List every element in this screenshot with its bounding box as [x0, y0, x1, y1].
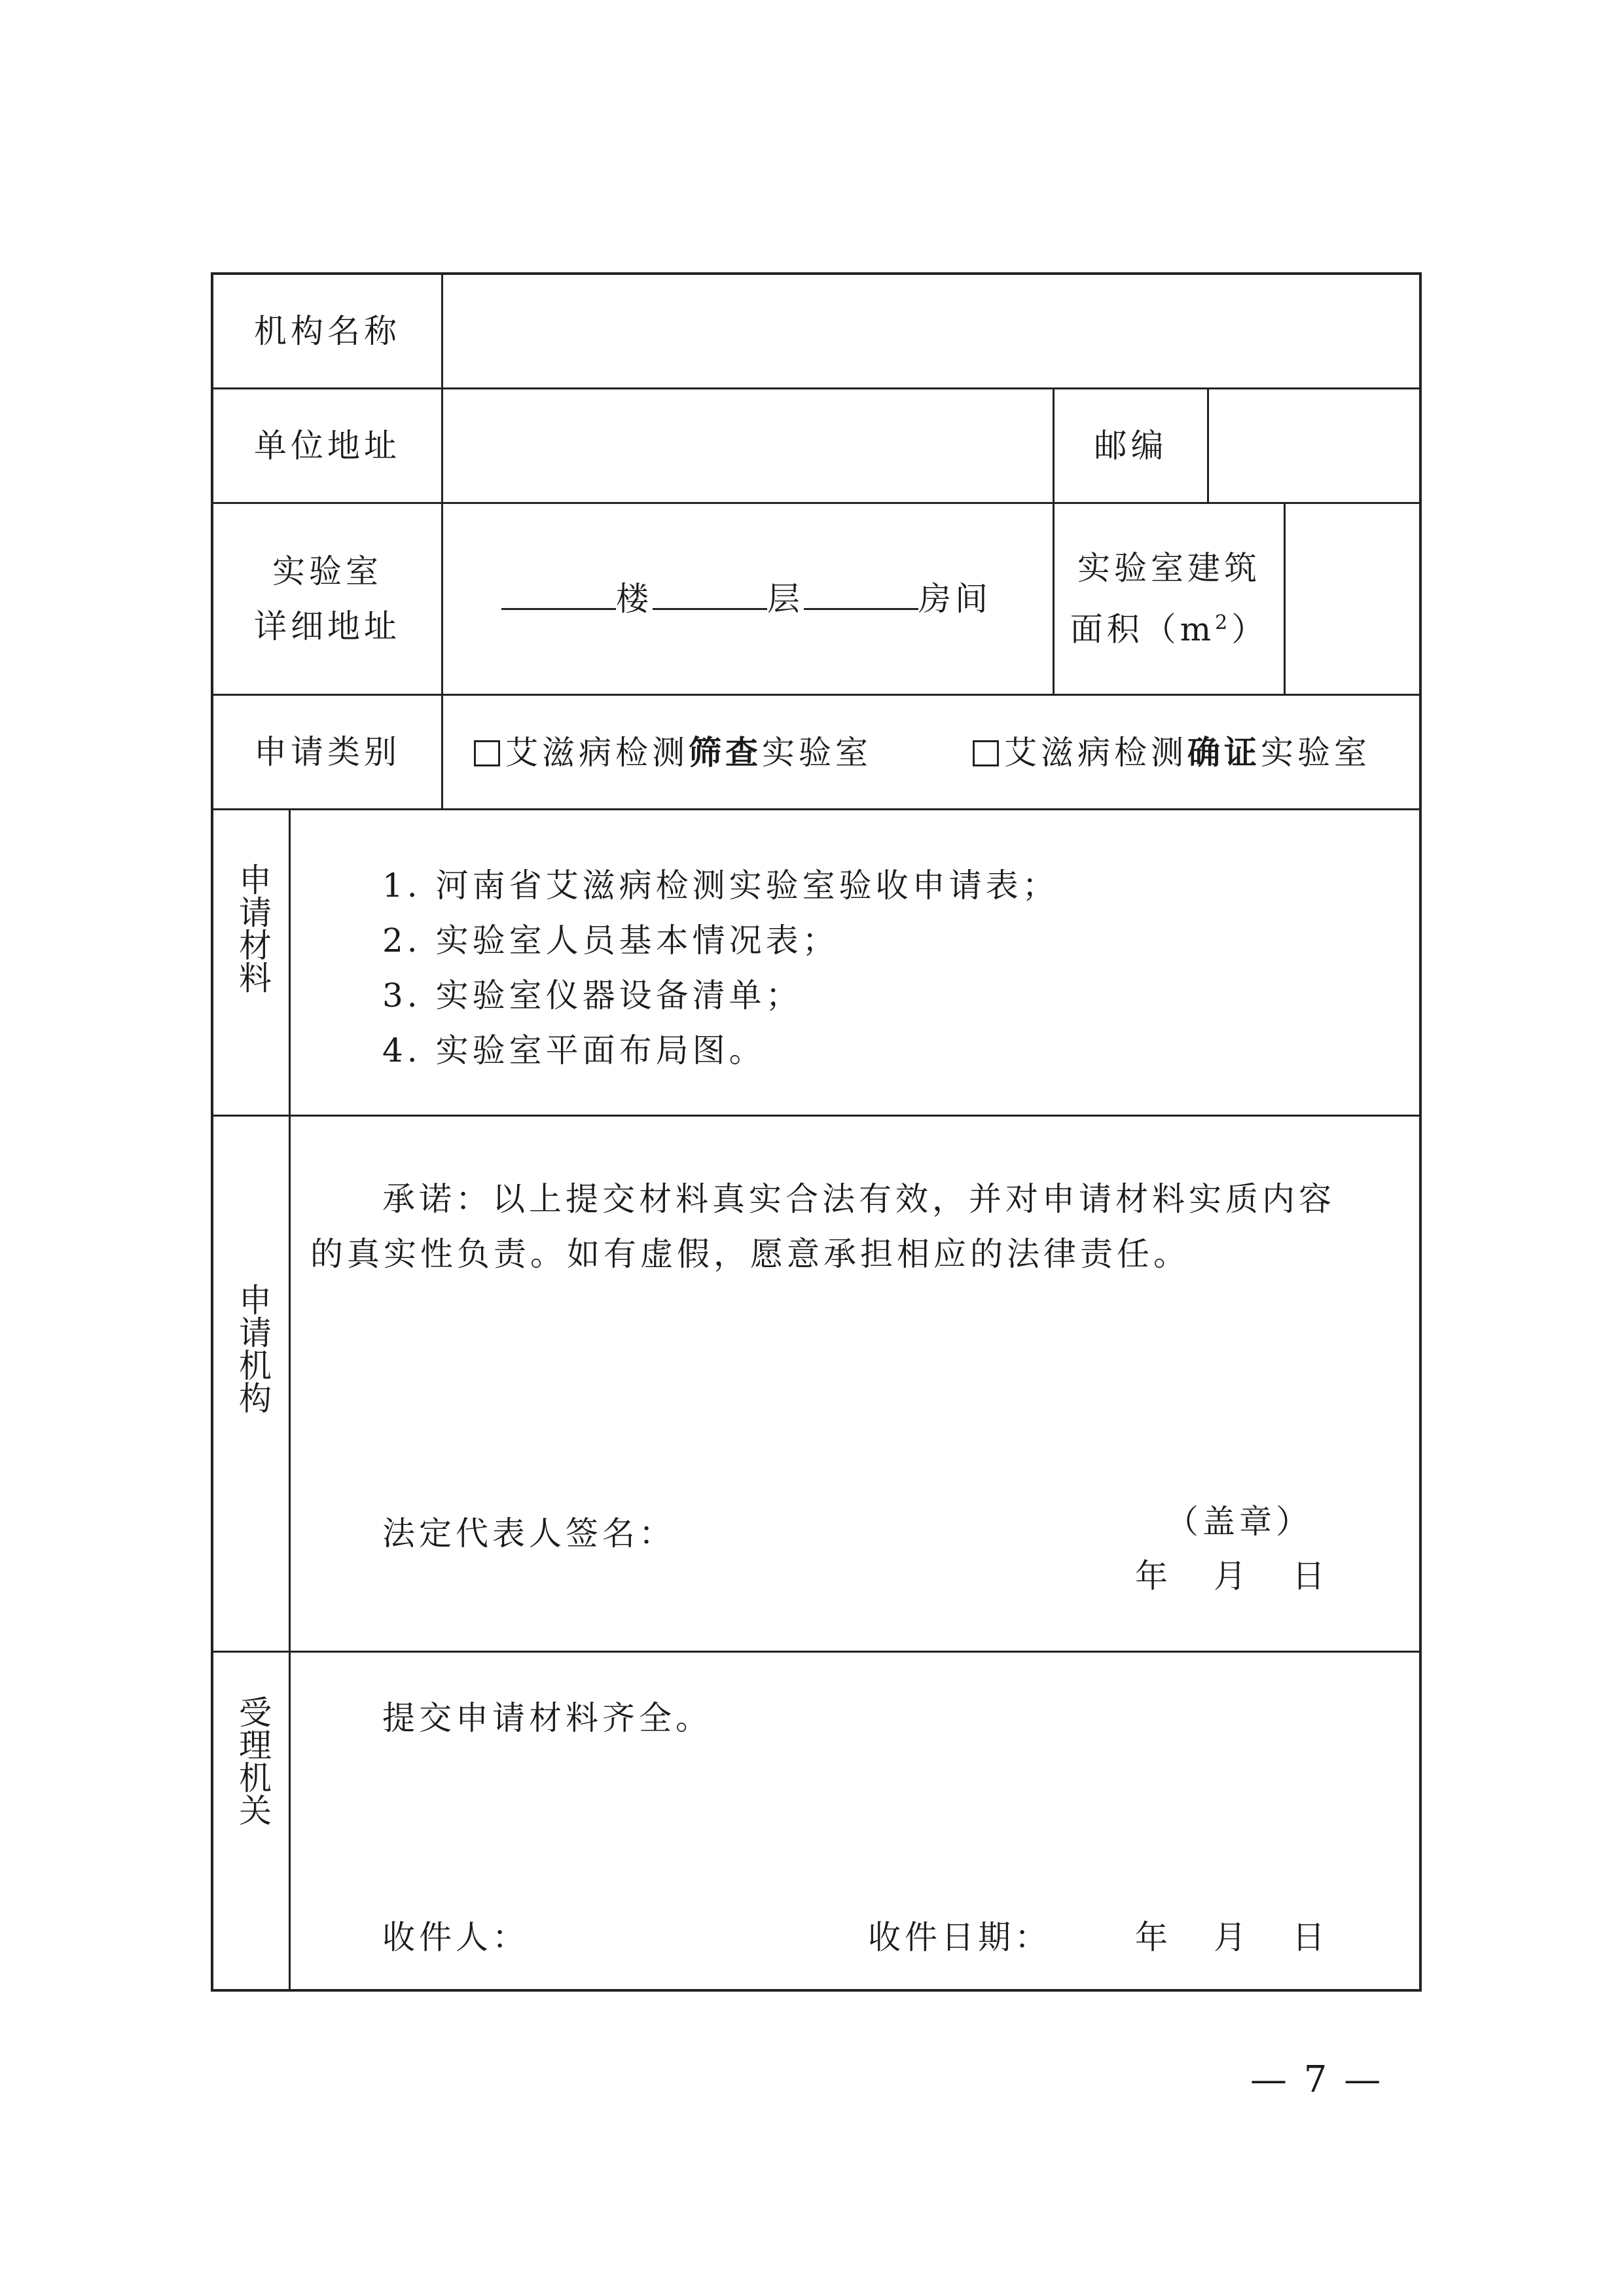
applicant-label: 申请机构 — [234, 1283, 272, 1414]
lab-address-label — [213, 504, 441, 694]
materials-complete-note: 提交申请材料齐全。 — [382, 1699, 712, 1737]
address-field[interactable] — [443, 389, 1053, 502]
room-blank[interactable] — [804, 604, 918, 610]
signature-label: 法定代表人签名： — [382, 1515, 676, 1552]
lab-area-label-line1: 实验室建筑 — [1077, 549, 1261, 588]
seal-label: （盖章） — [1166, 1503, 1312, 1541]
row-divider — [213, 1651, 1419, 1653]
option-bold: 筛查 — [689, 734, 762, 772]
checkbox-icon[interactable] — [973, 740, 999, 766]
category-label: 申请类别 — [254, 733, 401, 771]
org-name-field[interactable] — [443, 275, 1419, 387]
option-bold: 确证 — [1187, 734, 1261, 772]
floor-suffix: 楼 — [616, 580, 653, 618]
acceptor-label: 受理机关 — [234, 1695, 272, 1826]
option-prefix: 艾滋病检测 — [1004, 734, 1187, 772]
signature-field[interactable] — [672, 1505, 1130, 1558]
category-option-confirmation[interactable] — [973, 734, 1371, 772]
lab-address-fields — [501, 580, 992, 618]
category-option-screening[interactable] — [474, 734, 872, 772]
org-name-label: 机构名称 — [254, 312, 401, 350]
option-suffix: 实验室 — [762, 734, 872, 772]
receive-date: 年 月 日 — [1135, 1918, 1331, 1956]
page-number: — 7 — — [1250, 2058, 1384, 2101]
pledge-line-2: 的真实性负责。如有虚假，愿意承担相应的法律责任。 — [310, 1235, 1190, 1273]
list-item: 4. 实验室平面布局图。 — [382, 1031, 766, 1069]
floor-blank[interactable] — [501, 604, 616, 610]
col-divider — [289, 808, 291, 1992]
area-unit-sup: 2 — [1215, 611, 1232, 635]
pledge-line-1: 承诺：以上提交材料真实合法有效，并对申请材料实质内容 — [382, 1180, 1335, 1218]
level-suffix: 层 — [767, 580, 804, 618]
receiver-label: 收件人： — [382, 1918, 529, 1956]
materials-label: 申请材料 — [234, 863, 272, 994]
lab-area-field[interactable] — [1286, 504, 1419, 694]
address-label: 单位地址 — [254, 427, 401, 465]
receive-date-label: 收件日期： — [868, 1918, 1051, 1956]
option-suffix: 实验室 — [1261, 734, 1371, 772]
list-item: 3. 实验室仪器设备清单； — [382, 977, 803, 1014]
area-unit-end: ） — [1231, 610, 1269, 649]
lab-area-label — [1055, 504, 1284, 694]
lab-address-label-line1: 实验室 — [272, 552, 382, 590]
row-divider — [213, 808, 1419, 810]
row-divider — [213, 1115, 1419, 1117]
lab-address-label-line2: 详细地址 — [254, 607, 401, 645]
level-blank[interactable] — [653, 604, 767, 610]
lab-area-label-line2 — [1070, 596, 1269, 657]
checkbox-icon[interactable] — [474, 740, 500, 766]
postcode-field[interactable] — [1209, 389, 1419, 502]
room-suffix: 房间 — [918, 580, 992, 618]
postcode-label: 邮编 — [1094, 427, 1168, 465]
application-form-table — [211, 272, 1422, 1992]
option-prefix: 艾滋病检测 — [505, 734, 689, 772]
list-item: 1. 河南省艾滋病检测实验室验收申请表； — [382, 867, 1059, 905]
list-item: 2. 实验室人员基本情况表； — [382, 922, 839, 960]
area-unit-text: 面积（m — [1070, 610, 1216, 649]
applicant-date: 年 月 日 — [1135, 1557, 1331, 1595]
